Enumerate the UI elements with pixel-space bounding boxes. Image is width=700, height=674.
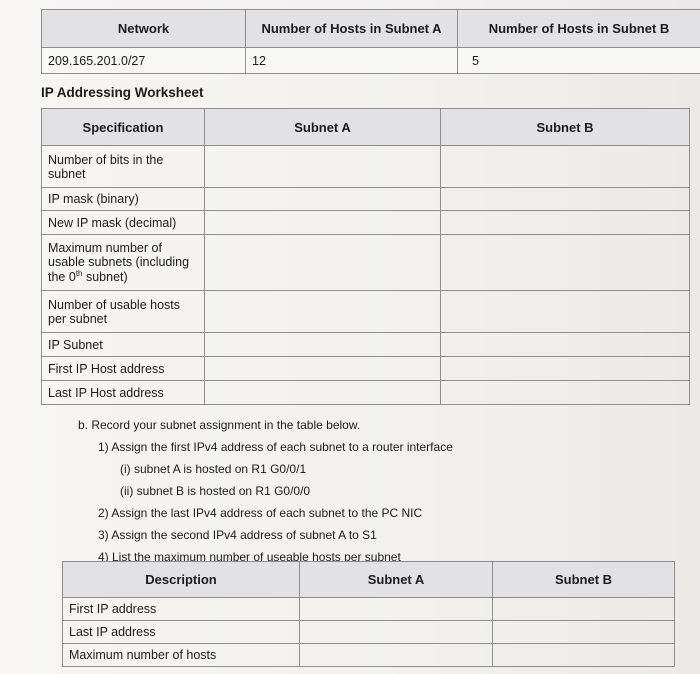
subnet-a-cell[interactable] — [205, 235, 441, 291]
instruction-4: 4) List the maximum number of useable hosts per subnet — [98, 550, 401, 564]
assign-subnet-a-header: Subnet A — [300, 562, 493, 598]
subnet-a-cell[interactable] — [205, 146, 441, 188]
worksheet-table — [41, 108, 690, 405]
network-header: Network — [42, 10, 246, 48]
instructions — [78, 414, 453, 568]
subnet-b-cell[interactable] — [441, 146, 690, 188]
subnet-b-cell[interactable] — [441, 381, 690, 405]
instruction-3: 3) Assign the second IPv4 address of subnet A to S1 — [98, 528, 377, 542]
network-address: 209.165.201.0/27 — [42, 48, 246, 74]
instruction-2: 2) Assign the last IPv4 address of each subnet to the PC NIC — [98, 506, 423, 520]
subnet-a-cell[interactable] — [205, 188, 441, 211]
network-table — [41, 9, 700, 74]
assign-subnet-b-header: Subnet B — [493, 562, 675, 598]
assign-subnet-a-cell[interactable] — [300, 644, 493, 667]
subnet-a-cell[interactable] — [205, 211, 441, 235]
worksheet-title: IP Addressing Worksheet — [41, 85, 204, 100]
subnet-b-cell[interactable] — [441, 235, 690, 291]
description-label: Maximum number of hosts — [63, 644, 300, 667]
description-label: First IP address — [63, 598, 300, 621]
hosts-b-value: 5 — [458, 48, 700, 74]
subnet-b-cell[interactable] — [441, 357, 690, 381]
assign-subnet-b-cell[interactable] — [493, 644, 675, 667]
subnet-a-header: Subnet A — [205, 109, 441, 146]
assign-subnet-a-cell[interactable] — [300, 598, 493, 621]
description-header: Description — [63, 562, 300, 598]
hosts-b-header: Number of Hosts in Subnet B — [458, 10, 700, 48]
subnet-a-cell[interactable] — [205, 291, 441, 333]
spec-label: IP Subnet — [42, 333, 205, 357]
subnet-b-cell[interactable] — [441, 188, 690, 211]
instruction-b: b. Record your subnet assignment in the table below. — [78, 418, 361, 432]
subnet-a-cell[interactable] — [205, 357, 441, 381]
subnet-b-cell[interactable] — [441, 291, 690, 333]
assign-subnet-b-cell[interactable] — [493, 621, 675, 644]
instruction-1-ii: (ii) subnet B is hosted on R1 G0/0/0 — [120, 484, 311, 498]
spec-label: Maximum number of usable subnets (including the 0th subnet) — [42, 235, 205, 291]
spec-header: Specification — [42, 109, 205, 146]
instruction-1-i: (i) subnet A is hosted on R1 G0/0/1 — [120, 462, 307, 476]
assignment-table — [62, 561, 675, 667]
spec-label: Last IP Host address — [42, 381, 205, 405]
subnet-b-cell[interactable] — [441, 333, 690, 357]
spec-label: IP mask (binary) — [42, 188, 205, 211]
subnet-a-cell[interactable] — [205, 333, 441, 357]
spec-label: New IP mask (decimal) — [42, 211, 205, 235]
hosts-a-value: 12 — [246, 48, 458, 74]
spec-label: First IP Host address — [42, 357, 205, 381]
assign-subnet-b-cell[interactable] — [493, 598, 675, 621]
hosts-a-header: Number of Hosts in Subnet A — [246, 10, 458, 48]
subnet-a-cell[interactable] — [205, 381, 441, 405]
subnet-b-header: Subnet B — [441, 109, 690, 146]
spec-label: Number of usable hosts per subnet — [42, 291, 205, 333]
subnet-b-cell[interactable] — [441, 211, 690, 235]
spec-label: Number of bits in the subnet — [42, 146, 205, 188]
assign-subnet-a-cell[interactable] — [300, 621, 493, 644]
instruction-1: 1) Assign the first IPv4 address of each subnet to a router interface — [98, 440, 453, 454]
description-label: Last IP address — [63, 621, 300, 644]
